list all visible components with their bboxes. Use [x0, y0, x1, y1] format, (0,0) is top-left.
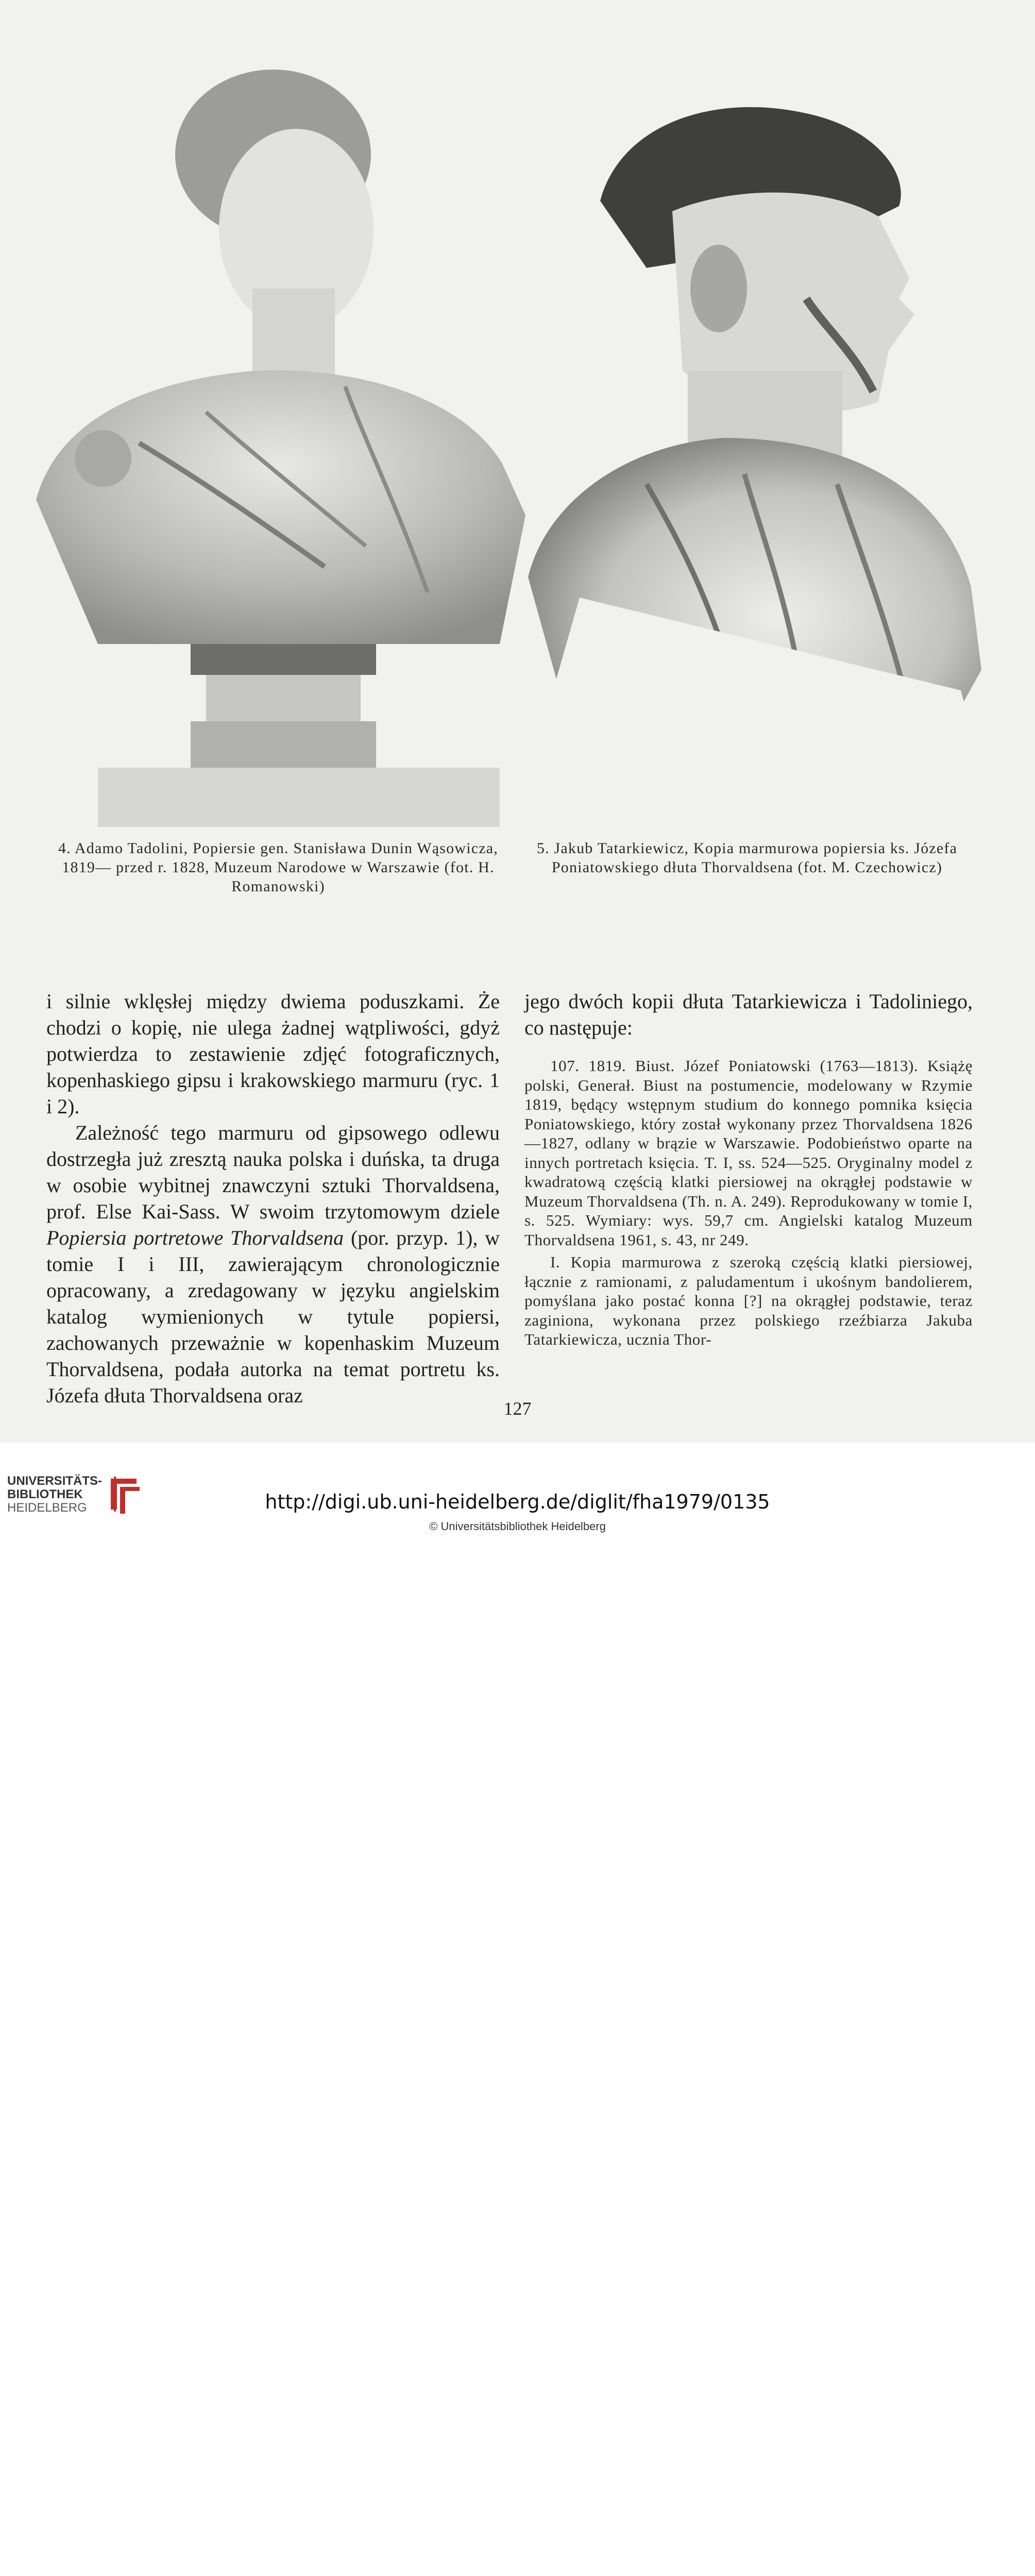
body-text-right-column: [524, 988, 973, 1349]
body-text-left-column: [46, 988, 500, 1409]
text-run: Zależność tego marmuru od gipsowego odlewu dostrzegła już zresztą nauka polska i duńska, ta druga w osobie wybitnej znawczyni sztuki Thorvaldsena, prof. Else Kai-Sass. W swoim trzytomowym dziele: [46, 1121, 500, 1223]
figure-caption: 4. Adamo Tadolini, Popiersie gen. Stanisława Dunin Wąsowicza, 1819— przed r. 1828, Muzeum Narodowe w Warszawie (fot. H. Romanowski): [58, 840, 499, 895]
figure-caption: 5. Jakub Tatarkiewicz, Kopia marmurowa popiersia ks. Józefa Poniatowskiego dłuta Thorvaldsena (fot. M. Czechowicz): [536, 840, 958, 876]
paragraph: jego dwóch kopii dłuta Tatarkiewicza i Tadoliniego, co następuje:: [524, 990, 973, 1039]
permalink-url[interactable]: http://digi.ub.uni-heidelberg.de/diglit/fha1979/0135: [265, 1490, 770, 1513]
library-name-line: HEIDELBERG: [7, 1501, 87, 1515]
copyright-notice: © Universitätsbibliothek Heidelberg: [429, 1520, 606, 1533]
library-name-line: UNIVERSITÄTS-: [7, 1474, 103, 1488]
book-title: Popiersia portretowe Thorvaldsena: [46, 1226, 344, 1249]
bust-photo-tatarkiewicz: [518, 82, 992, 814]
catalog-entry-copy: I. Kopia marmurowa z szeroką częścią klatki piersiowej, łącznie z ramionami, z paludamentum i ukośnym bandolierem, pomyślana jako postać konna [?] na okrągłej podstawie, teraz zaginiona, wykonana przez polskiego rzeźbiarza Jakuba Tatarkiewicza, ucznia Thor-: [524, 1253, 973, 1348]
text-run: (por. przyp. 1), w tomie I i III, zawierającym chronologicznie opracowany, a zredagowany w języku angielskim katalog wymienionych w tytule popiersi, zachowanych przeważnie w kopenhaskim Muzeum Thorvaldsena, podała autorka na temat portretu ks. Józefa dłuta Thorvaldsena oraz: [46, 1226, 500, 1407]
catalog-entry: [524, 1056, 973, 1349]
catalog-entry-text: 107. 1819. Biust. Józef Poniatowski (1763—1813). Książę polski, Generał. Biust na postumencie, modelowany w Rzymie 1819, będący wstępnym studium do konnego pomnika księcia Poniatowskiego, który został wykonany przez Thorvaldsena 1826—1827, odlany w brązie w Warszawie. Podobieństwo oparte na innych portretach księcia. T. I, ss. 524—525. Oryginalny model z kwadratową częścią klatki piersiowej na okrągłej podstawie w Muzeum Thorvaldsena (Th. n. A. 249). Reprodukowany w tomie I, s. 525. Wymiary: wys. 59,7 cm. Angielski katalog Muzeum Thorvaldsena 1961, s. 43, nr 249.: [524, 1057, 973, 1249]
paragraph: [46, 1120, 500, 1409]
page-number: 127: [503, 1398, 532, 1419]
library-name-line: BIBLIOTHEK: [7, 1487, 83, 1501]
paragraph: i silnie wklęsłej między dwiema poduszkami. Że chodzi o kopię, nie ulega żadnej wątpliwości, gdyż potwierdza to zestawienie zdjęć fotograficznych, kopenhaskiego gipsu i krakowskiego marmuru (ryc. 1 i 2).: [46, 990, 500, 1118]
bust-photo-tadolini: [36, 52, 525, 827]
